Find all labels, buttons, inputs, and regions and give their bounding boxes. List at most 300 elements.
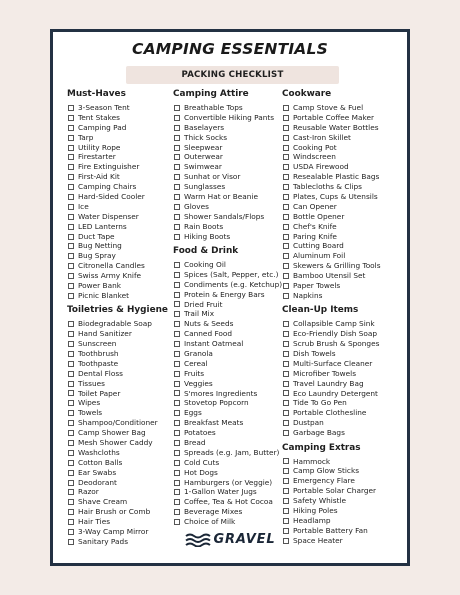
checklist-item[interactable]: [173, 478, 281, 488]
checklist-item[interactable]: [67, 418, 172, 428]
checklist-item[interactable]: [282, 133, 408, 143]
checkbox-icon[interactable]: [174, 135, 180, 141]
checklist-item[interactable]: [67, 143, 172, 153]
checkbox-icon[interactable]: [68, 400, 74, 406]
checkbox-icon[interactable]: [283, 125, 289, 131]
item-label: Hand Sanitizer: [78, 329, 132, 339]
checkbox-icon[interactable]: [283, 214, 289, 220]
checkbox-icon[interactable]: [68, 115, 74, 121]
item-label: Tent Stakes: [78, 112, 120, 122]
checklist-item[interactable]: [173, 418, 281, 428]
checklist-item[interactable]: [67, 281, 172, 291]
item-label: Instant Oatmeal: [184, 339, 244, 349]
checkbox-icon[interactable]: [283, 321, 289, 327]
checkbox-icon[interactable]: [68, 499, 74, 505]
checklist-item[interactable]: [282, 291, 408, 301]
item-label: Emergency Flare: [293, 476, 355, 486]
checklist-item[interactable]: [67, 162, 172, 172]
checkbox-icon[interactable]: [174, 301, 180, 307]
checklist-item[interactable]: [282, 232, 408, 242]
checklist-item[interactable]: [67, 428, 172, 438]
checkbox-icon[interactable]: [174, 184, 180, 190]
section-title: Toiletries & Hygiene: [67, 305, 168, 316]
checkbox-icon[interactable]: [283, 518, 289, 524]
checklist-item[interactable]: [173, 309, 281, 319]
checklist-item[interactable]: [173, 212, 281, 222]
checkbox-icon[interactable]: [68, 234, 74, 240]
checkbox-icon[interactable]: [68, 460, 74, 466]
page-subtitle: PACKING CHECKLIST: [126, 66, 339, 84]
item-label: Aluminum Foil: [293, 251, 346, 261]
item-label: Hiking Boots: [184, 231, 231, 241]
item-label: Spices (Salt, Pepper, etc.): [184, 269, 279, 279]
checkbox-icon[interactable]: [174, 400, 180, 406]
checklist-item[interactable]: [67, 241, 172, 251]
item-label: Windscreen: [293, 152, 336, 162]
checkbox-icon[interactable]: [68, 351, 74, 357]
item-label: Hammock: [293, 456, 331, 466]
checklist-item[interactable]: [282, 182, 408, 192]
checkbox-icon[interactable]: [174, 154, 180, 160]
checklist-item[interactable]: [173, 300, 281, 310]
checkbox-icon[interactable]: [283, 273, 289, 279]
checklist-item[interactable]: [282, 349, 408, 359]
checkbox-icon[interactable]: [68, 331, 74, 337]
checklist-item[interactable]: [282, 172, 408, 182]
checkbox-icon[interactable]: [68, 489, 74, 495]
checkbox-icon[interactable]: [68, 321, 74, 327]
checklist-item[interactable]: [67, 113, 172, 123]
checklist-item[interactable]: [282, 466, 408, 476]
item-label: Skewers & Grilling Tools: [293, 261, 381, 271]
checkbox-icon[interactable]: [68, 273, 74, 279]
item-label: Cast-Iron Skillet: [293, 132, 351, 142]
checklist-item[interactable]: [282, 271, 408, 281]
checklist-item[interactable]: [173, 389, 281, 399]
checklist-item[interactable]: [173, 428, 281, 438]
item-label: Tide To Go Pen: [293, 398, 347, 408]
checklist-item[interactable]: [67, 172, 172, 182]
checkbox-icon[interactable]: [174, 460, 180, 466]
checklist-section: [67, 88, 172, 301]
checkbox-icon[interactable]: [283, 390, 289, 396]
checkbox-icon[interactable]: [68, 470, 74, 476]
checkbox-icon[interactable]: [174, 509, 180, 515]
checklist-item[interactable]: [173, 192, 281, 202]
checkbox-icon[interactable]: [283, 154, 289, 160]
checkbox-icon[interactable]: [283, 164, 289, 170]
checklist-item[interactable]: [67, 212, 172, 222]
checklist-item[interactable]: [67, 369, 172, 379]
checklist-item[interactable]: [67, 438, 172, 448]
checklist-item[interactable]: [173, 468, 281, 478]
checklist-item[interactable]: [67, 468, 172, 478]
checklist-item[interactable]: [173, 152, 281, 162]
checklist-item[interactable]: [282, 212, 408, 222]
checkbox-icon[interactable]: [68, 390, 74, 396]
section-title: Must-Haves: [67, 89, 126, 99]
item-label: Hair Brush or Comb: [78, 507, 151, 517]
checkbox-icon[interactable]: [283, 478, 289, 484]
item-label: Hamburgers (or Veggie): [184, 477, 273, 487]
checklist-item[interactable]: [173, 319, 281, 329]
checklist-item[interactable]: [282, 506, 408, 516]
checkbox-icon[interactable]: [68, 420, 74, 426]
checklist-item[interactable]: [173, 172, 281, 182]
checkbox-icon[interactable]: [174, 174, 180, 180]
checkbox-icon[interactable]: [174, 331, 180, 337]
item-label: LED Lanterns: [78, 221, 127, 231]
checklist-item[interactable]: [67, 448, 172, 458]
checklist-item[interactable]: [67, 497, 172, 507]
checklist-item[interactable]: [282, 476, 408, 486]
checklist-item[interactable]: [67, 261, 172, 271]
item-label: Cotton Balls: [78, 457, 123, 467]
checkbox-icon[interactable]: [68, 105, 74, 111]
checkbox-icon[interactable]: [68, 361, 74, 367]
item-label: Protein & Energy Bars: [184, 289, 265, 299]
checkbox-icon[interactable]: [283, 400, 289, 406]
checkbox-icon[interactable]: [283, 283, 289, 289]
checkbox-icon[interactable]: [68, 440, 74, 446]
checkbox-icon[interactable]: [283, 135, 289, 141]
checkbox-icon[interactable]: [283, 410, 289, 416]
checkbox-icon[interactable]: [174, 292, 180, 298]
checkbox-icon[interactable]: [68, 283, 74, 289]
item-label: Multi-Surface Cleaner: [293, 358, 373, 368]
checklist-item[interactable]: [67, 182, 172, 192]
checkbox-icon[interactable]: [68, 243, 74, 249]
checkbox-icon[interactable]: [283, 263, 289, 269]
checklist-item[interactable]: [173, 339, 281, 349]
checklist-item[interactable]: [282, 251, 408, 261]
checkbox-icon[interactable]: [174, 489, 180, 495]
checklist-item[interactable]: [282, 241, 408, 251]
checklist-item[interactable]: [282, 486, 408, 496]
checkbox-icon[interactable]: [283, 381, 289, 387]
checkbox-icon[interactable]: [174, 390, 180, 396]
checkbox-icon[interactable]: [68, 341, 74, 347]
checklist-item[interactable]: [282, 162, 408, 172]
checkbox-icon[interactable]: [68, 410, 74, 416]
item-label: Mesh Shower Caddy: [78, 438, 153, 447]
checklist-item[interactable]: [67, 123, 172, 133]
checkbox-icon[interactable]: [283, 293, 289, 299]
checkbox-icon[interactable]: [68, 125, 74, 131]
checklist-item[interactable]: [173, 379, 281, 389]
checkbox-icon[interactable]: [174, 311, 180, 317]
checkbox-icon[interactable]: [174, 450, 180, 456]
checklist-section: [282, 442, 408, 546]
checkbox-icon[interactable]: [68, 480, 74, 486]
checkbox-icon[interactable]: [174, 381, 180, 387]
checkbox-icon[interactable]: [174, 341, 180, 347]
checklist-item[interactable]: [173, 103, 281, 113]
checklist-item[interactable]: [173, 517, 281, 527]
checkbox-icon[interactable]: [174, 105, 180, 111]
checklist-item[interactable]: [173, 408, 281, 418]
item-label: Swimwear: [184, 162, 222, 172]
checkbox-icon[interactable]: [174, 234, 180, 240]
checklist-item[interactable]: [173, 232, 281, 242]
checkbox-icon[interactable]: [283, 458, 289, 464]
checklist-item[interactable]: [282, 457, 408, 467]
checklist-item[interactable]: [173, 270, 281, 280]
checklist-item[interactable]: [282, 516, 408, 526]
checkbox-icon[interactable]: [283, 184, 289, 190]
checkbox-icon[interactable]: [174, 115, 180, 121]
item-label: Ear Swabs: [78, 467, 117, 477]
checkbox-icon[interactable]: [283, 420, 289, 426]
checklist-item[interactable]: [282, 143, 408, 153]
checkbox-icon[interactable]: [68, 164, 74, 170]
checklist-item[interactable]: [67, 271, 172, 281]
checklist-item[interactable]: [67, 232, 172, 242]
checklist-item[interactable]: [173, 349, 281, 359]
checklist-item[interactable]: [173, 113, 281, 123]
checkbox-icon[interactable]: [283, 351, 289, 357]
checklist-item[interactable]: [67, 222, 172, 232]
checkbox-icon[interactable]: [68, 450, 74, 456]
checkbox-icon[interactable]: [68, 214, 74, 220]
checklist-sheet: [50, 29, 410, 566]
checkbox-icon[interactable]: [283, 224, 289, 230]
checkbox-icon[interactable]: [68, 253, 74, 259]
checklist-item[interactable]: [282, 428, 408, 438]
checklist-item[interactable]: [67, 339, 172, 349]
checkbox-icon[interactable]: [68, 184, 74, 190]
checkbox-icon[interactable]: [68, 154, 74, 160]
checkbox-icon[interactable]: [68, 224, 74, 230]
checklist-item[interactable]: [173, 329, 281, 339]
checklist-item[interactable]: [67, 251, 172, 261]
item-label: Toothbrush: [78, 348, 119, 358]
checklist-item[interactable]: [282, 123, 408, 133]
brand-logo: [53, 532, 407, 547]
checklist-item[interactable]: [282, 222, 408, 232]
item-label: Collapsible Camp Sink: [293, 319, 375, 329]
checkbox-icon[interactable]: [174, 470, 180, 476]
checkbox-icon[interactable]: [283, 498, 289, 504]
checklist-item[interactable]: [282, 398, 408, 408]
item-label: Eggs: [184, 408, 202, 418]
checkbox-icon[interactable]: [174, 282, 180, 288]
checklist-item[interactable]: [67, 152, 172, 162]
checklist-item[interactable]: [173, 398, 281, 408]
checklist-item[interactable]: [173, 123, 281, 133]
checklist-item[interactable]: [67, 507, 172, 517]
checklist-item[interactable]: [67, 103, 172, 113]
checklist-item[interactable]: [173, 133, 281, 143]
checklist-item[interactable]: [173, 162, 281, 172]
checkbox-icon[interactable]: [174, 499, 180, 505]
checklist-item[interactable]: [67, 192, 172, 202]
checklist-item[interactable]: [67, 291, 172, 301]
checklist-item[interactable]: [67, 379, 172, 389]
item-label: 3-Season Tent: [78, 103, 130, 112]
checkbox-icon[interactable]: [283, 331, 289, 337]
item-label: Power Bank: [78, 281, 121, 291]
checkbox-icon[interactable]: [174, 262, 180, 268]
checklist-item[interactable]: [173, 222, 281, 232]
checklist-item[interactable]: [282, 152, 408, 162]
checkbox-icon[interactable]: [174, 371, 180, 377]
checklist-item[interactable]: [67, 389, 172, 399]
item-label: Swiss Army Knife: [78, 271, 142, 281]
checklist-item[interactable]: [67, 487, 172, 497]
checkbox-icon[interactable]: [68, 430, 74, 436]
checkbox-icon[interactable]: [283, 234, 289, 240]
item-label: Deodorant: [78, 477, 117, 487]
checklist-item[interactable]: [67, 398, 172, 408]
checkbox-icon[interactable]: [283, 468, 289, 474]
checklist-item[interactable]: [282, 379, 408, 389]
checklist-item[interactable]: [67, 202, 172, 212]
item-label: Portable Solar Charger: [293, 486, 377, 496]
checklist-item[interactable]: [173, 260, 281, 270]
item-label: Camping Chairs: [78, 182, 137, 192]
checkbox-icon[interactable]: [68, 293, 74, 299]
checklist-item[interactable]: [173, 359, 281, 369]
checkbox-icon[interactable]: [68, 174, 74, 180]
checkbox-icon[interactable]: [68, 381, 74, 387]
checkbox-icon[interactable]: [68, 194, 74, 200]
checklist-item[interactable]: [173, 280, 281, 290]
checklist-item[interactable]: [282, 192, 408, 202]
item-label: Coffee, Tea & Hot Cocoa: [184, 497, 273, 507]
item-label: Beverage Mixes: [184, 507, 243, 517]
checkbox-icon[interactable]: [174, 361, 180, 367]
checkbox-icon[interactable]: [283, 243, 289, 249]
checkbox-icon[interactable]: [283, 174, 289, 180]
checklist-item[interactable]: [282, 329, 408, 339]
checklist-item[interactable]: [282, 319, 408, 329]
item-label: Toilet Paper: [78, 388, 121, 398]
checkbox-icon[interactable]: [68, 509, 74, 515]
checkbox-icon[interactable]: [174, 480, 180, 486]
checkbox-icon[interactable]: [283, 371, 289, 377]
checklist-item[interactable]: [282, 281, 408, 291]
section-title: Camping Extras: [282, 442, 361, 453]
item-label: Wipes: [78, 398, 101, 408]
checkbox-icon[interactable]: [174, 194, 180, 200]
item-label: Nuts & Seeds: [184, 319, 234, 329]
checkbox-icon[interactable]: [68, 145, 74, 151]
checklist-item[interactable]: [282, 408, 408, 418]
checkbox-icon[interactable]: [174, 204, 180, 210]
checkbox-icon[interactable]: [174, 125, 180, 131]
checkbox-icon[interactable]: [68, 263, 74, 269]
checkbox-icon[interactable]: [174, 321, 180, 327]
checklist-item[interactable]: [173, 143, 281, 153]
checkbox-icon[interactable]: [174, 440, 180, 446]
checkbox-icon[interactable]: [283, 430, 289, 436]
checklist-item[interactable]: [67, 133, 172, 143]
checkbox-icon[interactable]: [283, 145, 289, 151]
checklist-item[interactable]: [282, 389, 408, 399]
checkbox-icon[interactable]: [283, 253, 289, 259]
checkbox-icon[interactable]: [68, 371, 74, 377]
section-title: Camping Attire: [173, 89, 249, 99]
checklist-item[interactable]: [67, 408, 172, 418]
checklist-item[interactable]: [173, 202, 281, 212]
checklist-item[interactable]: [282, 261, 408, 271]
checkbox-icon[interactable]: [283, 361, 289, 367]
item-label: Washcloths: [78, 447, 120, 457]
checkbox-icon[interactable]: [68, 204, 74, 210]
checklist-item[interactable]: [173, 369, 281, 379]
checkbox-icon[interactable]: [174, 420, 180, 426]
checklist-item[interactable]: [173, 290, 281, 300]
checkbox-icon[interactable]: [174, 164, 180, 170]
checklist-item[interactable]: [67, 349, 172, 359]
checkbox-icon[interactable]: [283, 204, 289, 210]
checklist-item[interactable]: [282, 202, 408, 212]
checkbox-icon[interactable]: [174, 430, 180, 436]
checklist-item[interactable]: [282, 369, 408, 379]
item-label: Condiments (e.g. Ketchup): [184, 279, 283, 289]
checklist-item[interactable]: [173, 487, 281, 497]
item-label: Hot Dogs: [184, 467, 218, 477]
checklist-item[interactable]: [282, 359, 408, 369]
checklist-item[interactable]: [173, 182, 281, 192]
checklist-item[interactable]: [282, 418, 408, 428]
checkbox-icon[interactable]: [283, 488, 289, 494]
section-title: Cookware: [282, 89, 332, 99]
checkbox-icon[interactable]: [283, 341, 289, 347]
item-label: Dustpan: [293, 418, 324, 428]
checkbox-icon[interactable]: [283, 508, 289, 514]
checkbox-icon[interactable]: [174, 224, 180, 230]
checkbox-icon[interactable]: [174, 519, 180, 525]
checklist-item[interactable]: [282, 496, 408, 506]
checkbox-icon[interactable]: [68, 135, 74, 141]
checklist-item[interactable]: [67, 329, 172, 339]
item-label: Spreads (e.g. Jam, Butter): [184, 447, 280, 457]
item-label: Fire Extinguisher: [78, 162, 140, 172]
checklist-item[interactable]: [67, 517, 172, 527]
checklist-item[interactable]: [67, 319, 172, 329]
checklist-item[interactable]: [173, 448, 281, 458]
wave-logo-icon: [185, 533, 211, 547]
item-label: Veggies: [184, 378, 213, 388]
checkbox-icon[interactable]: [283, 194, 289, 200]
checkbox-icon[interactable]: [174, 410, 180, 416]
checklist-item[interactable]: [173, 438, 281, 448]
checklist-item[interactable]: [173, 507, 281, 517]
item-label: Rain Boots: [184, 221, 224, 231]
checkbox-icon[interactable]: [174, 145, 180, 151]
checkbox-icon[interactable]: [174, 214, 180, 220]
item-label: Granola: [184, 348, 213, 358]
checkbox-icon[interactable]: [174, 351, 180, 357]
checklist-section: [282, 304, 408, 438]
checkbox-icon[interactable]: [283, 105, 289, 111]
checklist-item[interactable]: [282, 113, 408, 123]
checklist-item[interactable]: [67, 359, 172, 369]
item-label: Hiking Poles: [293, 505, 338, 515]
checklist-item[interactable]: [173, 458, 281, 468]
checklist-item[interactable]: [67, 458, 172, 468]
item-label: Paper Towels: [293, 281, 341, 291]
checklist-item[interactable]: [67, 478, 172, 488]
checkbox-icon[interactable]: [283, 115, 289, 121]
checkbox-icon[interactable]: [68, 519, 74, 525]
checkbox-icon[interactable]: [174, 272, 180, 278]
checklist-item[interactable]: [173, 497, 281, 507]
checklist-item[interactable]: [282, 103, 408, 113]
checklist-item[interactable]: [282, 339, 408, 349]
